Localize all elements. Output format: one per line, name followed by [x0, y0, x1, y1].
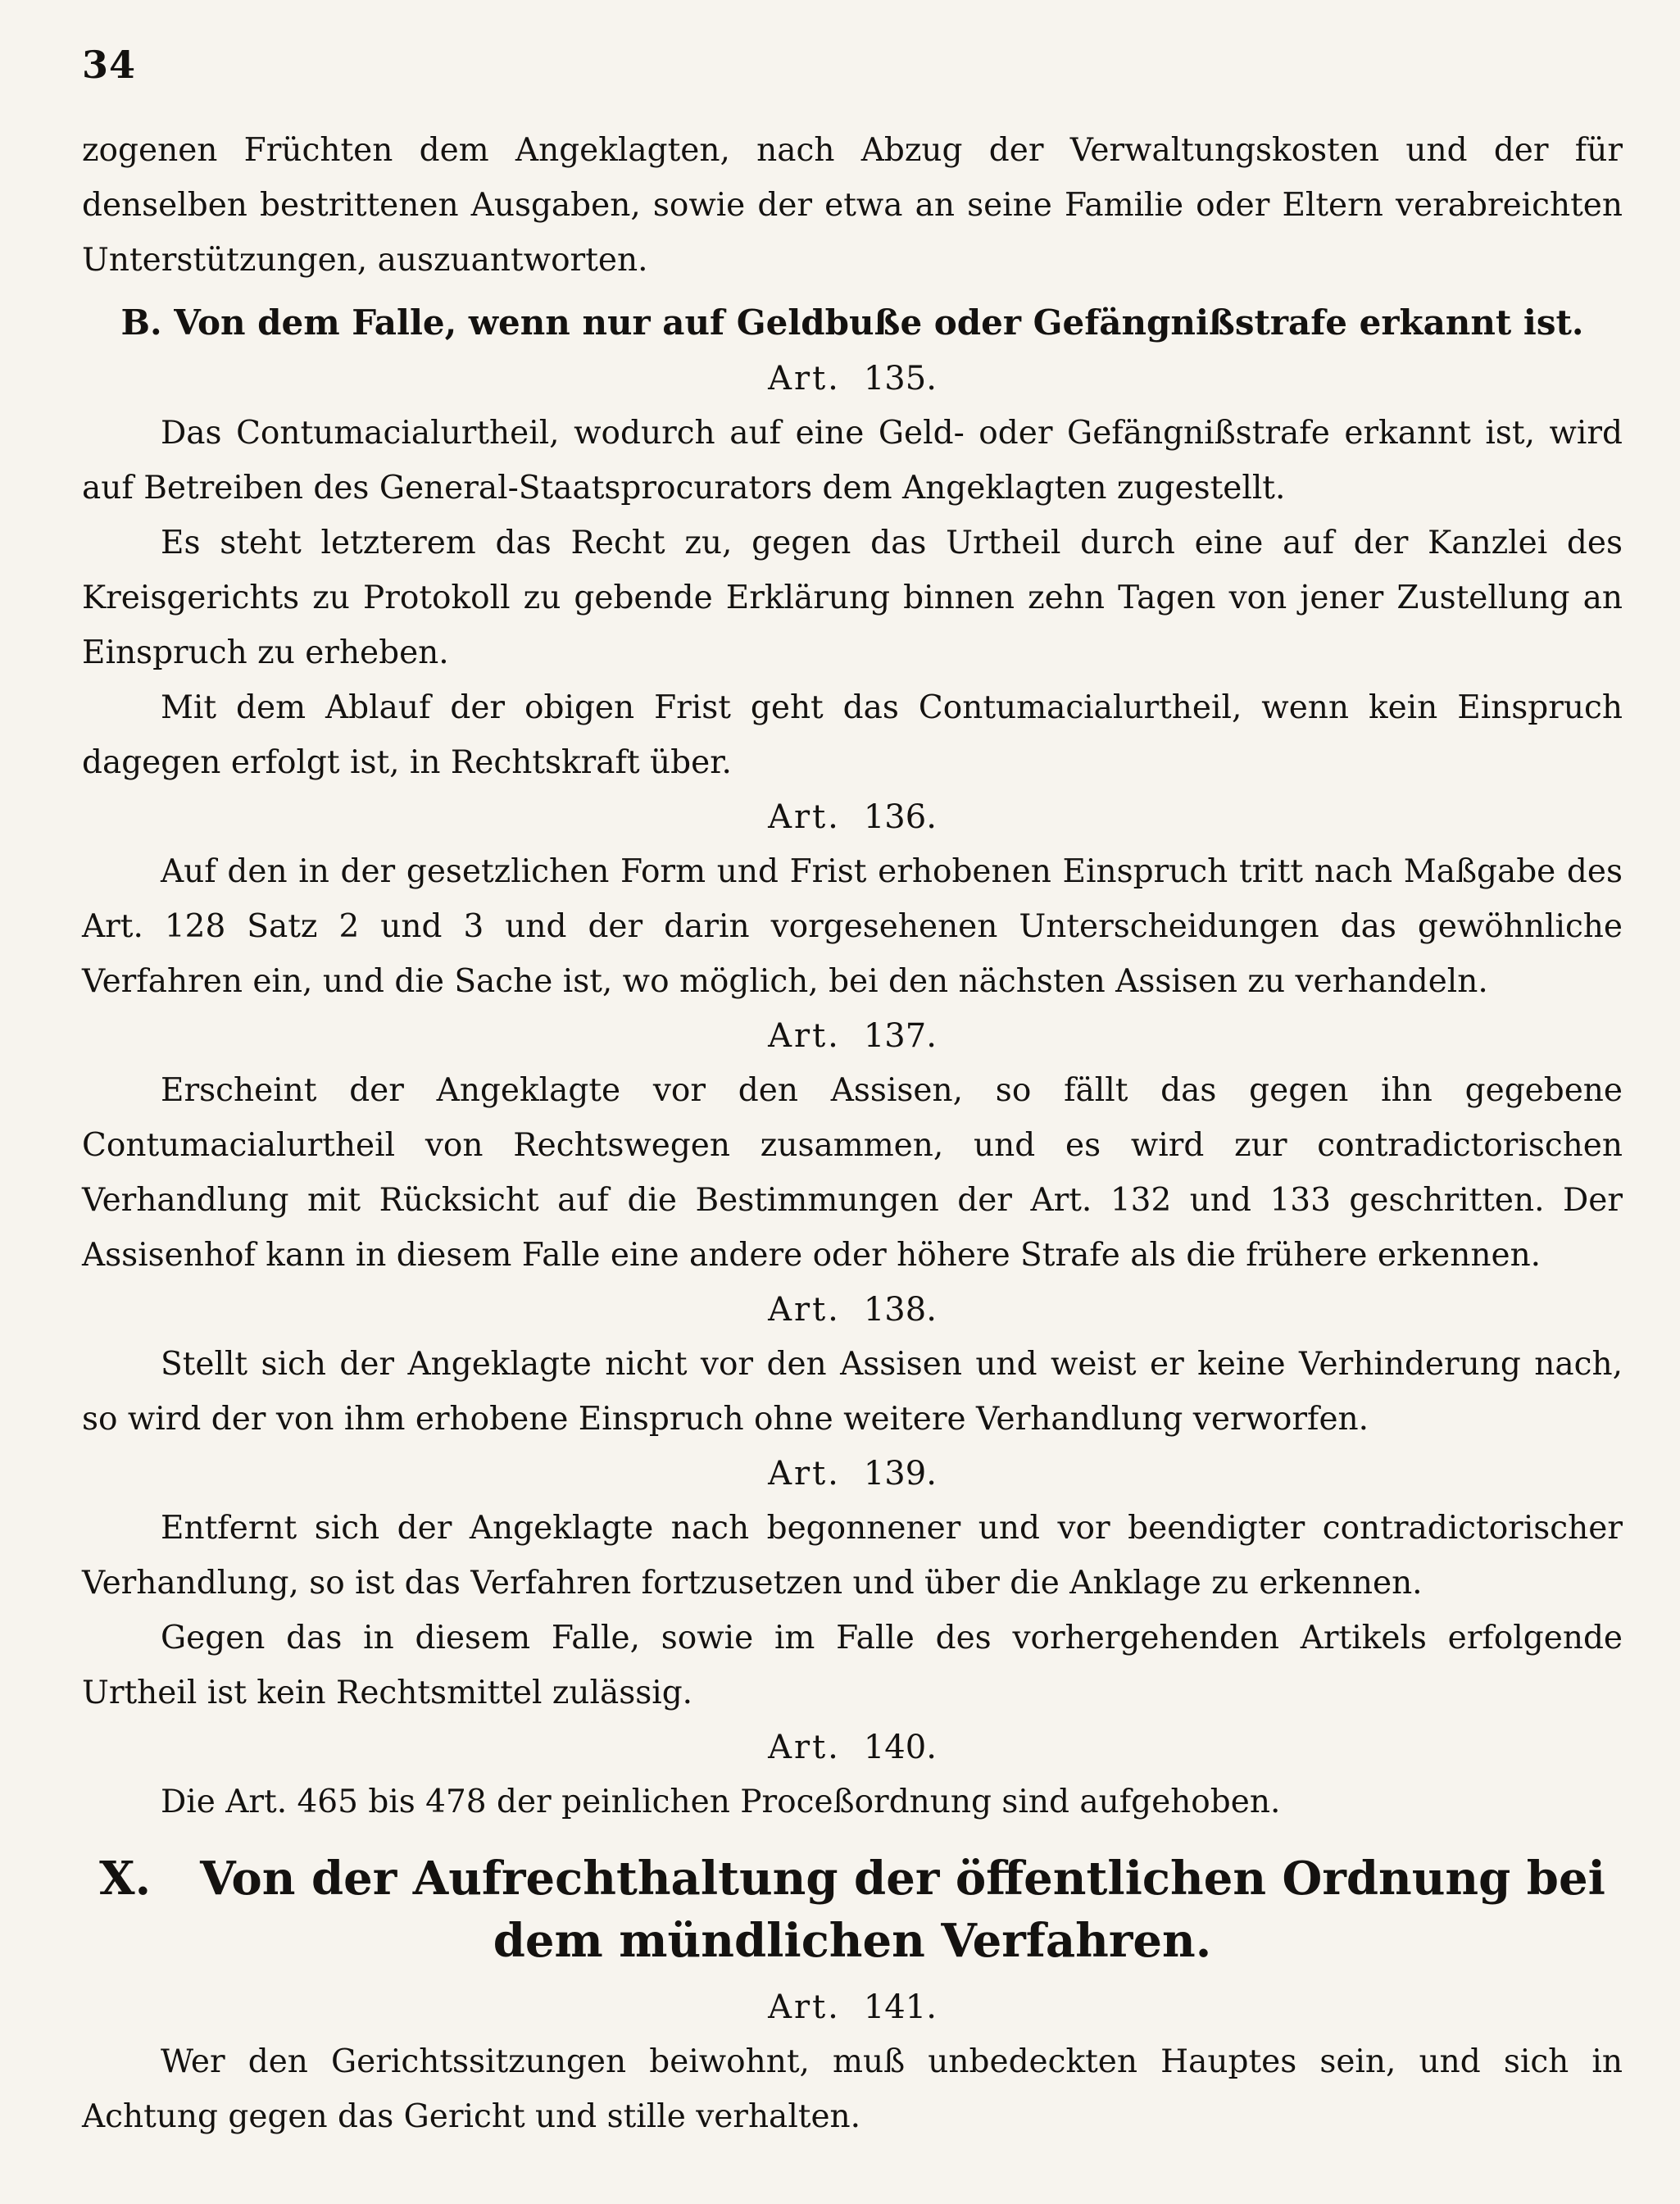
article-135-paragraph-1: Das Contumacialurtheil, wodurch auf eine Geld- oder Gefängnißstrafe erkannt ist, wird auf Betreiben des General-Staatsprocurators dem Angeklagten zugestellt. [82, 415, 1623, 507]
article-135-paragraph-2: Es steht letzterem das Recht zu, gegen das Urtheil durch eine auf der Kanzlei des Kreisgerichts zu Protokoll zu gebende Erklärung binnen zehn Tagen von jener Zustellung an Einspruch zu erheben. [82, 525, 1623, 671]
article-number: 139. [863, 1455, 937, 1493]
article-number: 137. [863, 1017, 937, 1055]
article-label: Art. [768, 1291, 841, 1329]
article-label: Art. [768, 360, 841, 398]
page-number: 34 [82, 43, 137, 87]
article-label: Art. [768, 798, 841, 836]
article-135-paragraph-3: Mit dem Ablauf der obigen Frist geht das Contumacialurtheil, wenn kein Einspruch dagegen erfolgt ist, in Rechtskraft über. [82, 689, 1623, 781]
article-heading-135 [82, 352, 1623, 406]
article-139-paragraph-1: Entfernt sich der Angeklagte nach begonnener und vor beendigter contradictorischer Verhandlung, so ist das Verfahren fortzusetzen und über die Anklage zu erkennen. [82, 1510, 1623, 1602]
section-heading-b: B. Von dem Falle, wenn nur auf Geldbuße oder Gefängnißstrafe erkannt ist. [120, 302, 1584, 343]
article-140-paragraph-1: Die Art. 465 bis 478 der peinlichen Proceßordnung sind aufgehoben. [161, 1784, 1281, 1820]
article-number: 138. [863, 1291, 937, 1329]
article-139-paragraph-2: Gegen das in diesem Falle, sowie im Falle des vorhergehenden Artikels erfolgende Urtheil ist kein Rechtsmittel zulässig. [82, 1620, 1623, 1711]
article-number: 136. [863, 798, 937, 836]
article-number: 140. [863, 1729, 937, 1766]
intro-paragraph: zogenen Früchten dem Angeklagten, nach Abzug der Verwaltungskosten und der für denselben bestrittenen Ausgaben, sowie der etwa an seine Familie oder Eltern verabreichten Unterstützungen, auszuantworten. [82, 132, 1623, 279]
chapter-heading [82, 1847, 1623, 1972]
chapter-title: Von der Aufrechthaltung der öffentlichen Ordnung bei dem mündlichen Verfahren. [200, 1852, 1605, 1968]
article-138-paragraph-1: Stellt sich der Angeklagte nicht vor den Assisen und weist er keine Verhinderung nach, so wird der von ihm erhobene Einspruch ohne weitere Verhandlung verworfen. [82, 1346, 1623, 1438]
article-label: Art. [768, 1729, 841, 1766]
article-heading-138 [82, 1283, 1623, 1337]
article-heading-139 [82, 1447, 1623, 1501]
article-label: Art. [768, 1988, 841, 2026]
chapter-number: X. [99, 1852, 152, 1906]
article-137-paragraph-1: Erscheint der Angeklagte vor den Assisen, so fällt das gegen ihn gegebene Contumacialurtheil von Rechtswegen zusammen, und es wird zur contradictorischen Verhandlung mit Rücksicht auf die Bestimmungen der Art. 132 und 133 geschritten. Der Assisenhof kann in diesem Falle eine andere oder höhere Strafe als die frühere erkennen. [82, 1072, 1623, 1274]
article-heading-136 [82, 790, 1623, 844]
article-label: Art. [768, 1455, 841, 1493]
document-body [82, 123, 1623, 2144]
article-label: Art. [768, 1017, 841, 1055]
article-heading-137 [82, 1009, 1623, 1063]
article-141-paragraph-1: Wer den Gerichtssitzungen beiwohnt, muß unbedeckten Hauptes sein, und sich in Achtung gegen das Gericht und stille verhalten. [82, 2043, 1623, 2135]
article-136-paragraph-1: Auf den in der gesetzlichen Form und Frist erhobenen Einspruch tritt nach Maßgabe des Art. 128 Satz 2 und 3 und der darin vorgesehenen Unterscheidungen das gewöhnliche Verfahren ein, und die Sache ist, wo möglich, bei den nächsten Assisen zu verhandeln. [82, 853, 1623, 1000]
article-number: 135. [863, 360, 937, 398]
article-heading-141 [82, 1980, 1623, 2034]
article-heading-140 [82, 1720, 1623, 1775]
article-number: 141. [863, 1988, 937, 2026]
